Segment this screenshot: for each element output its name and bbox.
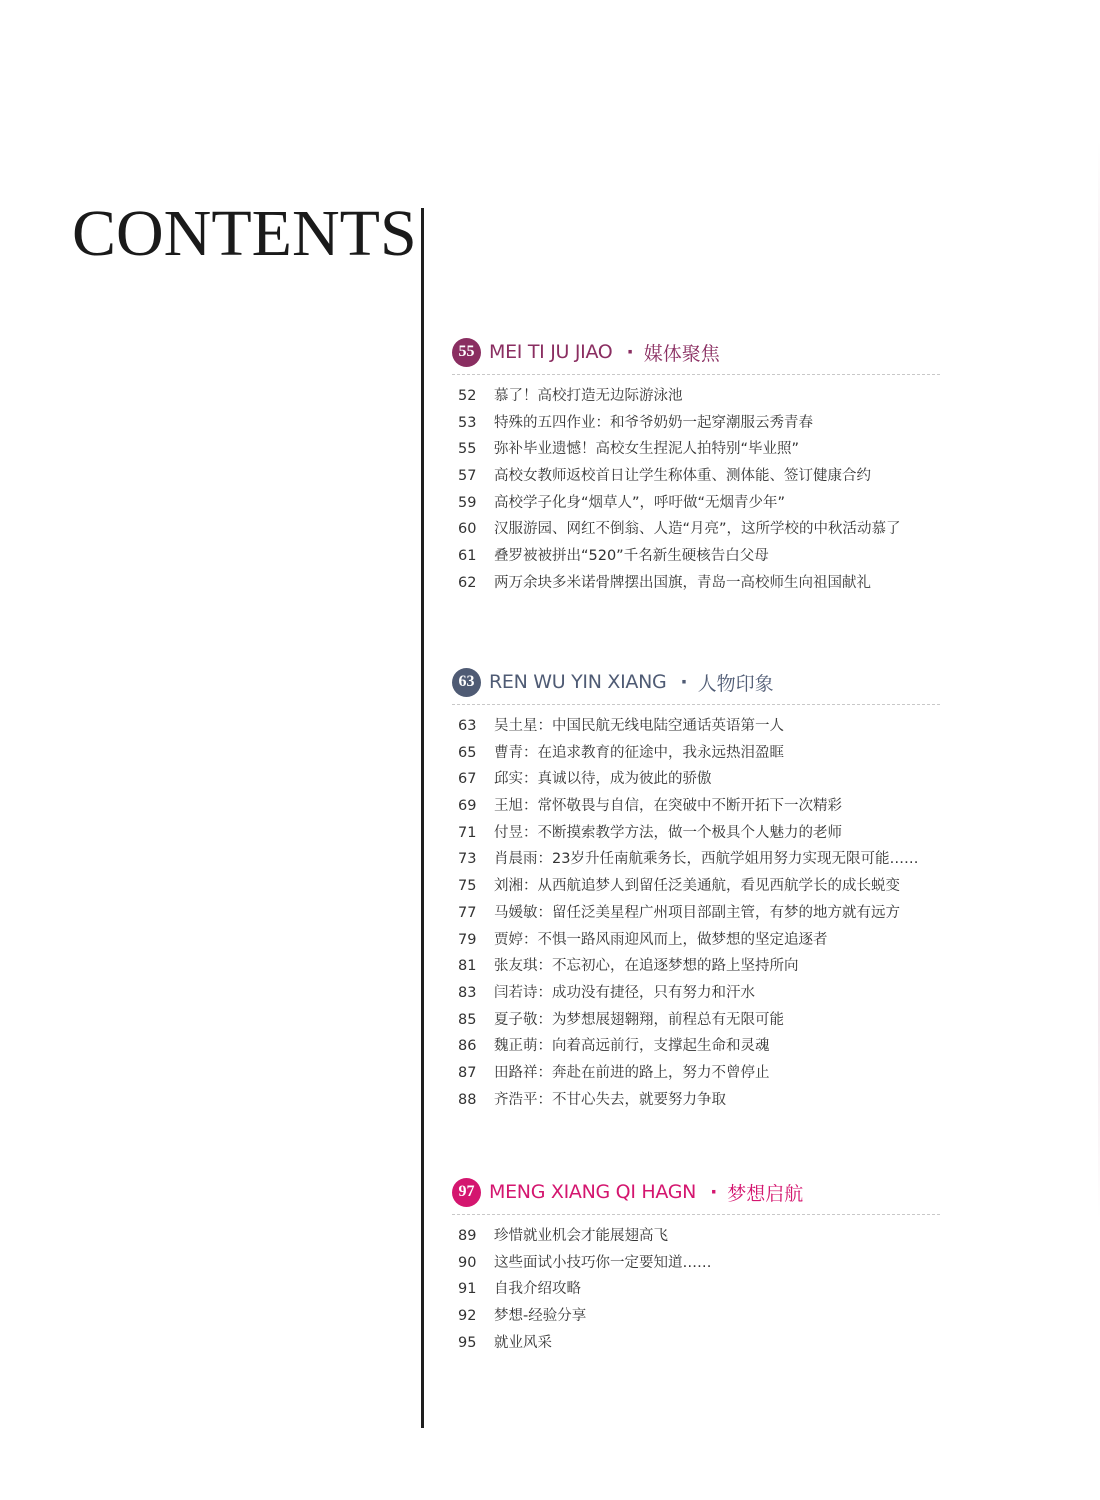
toc-page-number: 87 <box>458 1064 477 1081</box>
toc-entry[interactable] <box>452 1223 942 1250</box>
toc-page-number: 67 <box>458 771 477 788</box>
toc-page-number: 81 <box>458 958 477 975</box>
toc-entry[interactable] <box>452 953 942 980</box>
toc-title: 梦想-经验分享 <box>494 1308 587 1325</box>
toc-page-number: 75 <box>458 878 477 895</box>
toc-entry[interactable] <box>452 543 942 570</box>
toc-entry[interactable] <box>452 1007 942 1034</box>
toc-title: 叠罗被被拼出“520”千名新生硬核告白父母 <box>494 548 769 565</box>
section-dashed-rule <box>452 374 940 375</box>
toc-title: 肖晨雨：23岁升任南航乘务长，西航学姐用努力实现无限可能…… <box>494 851 919 868</box>
toc-page-number: 63 <box>458 718 477 734</box>
section-separator-dot: · <box>680 671 688 693</box>
toc-page-number: 65 <box>458 744 477 761</box>
toc-title: 弥补毕业遗憾！高校女生捏泥人拍特别“毕业照” <box>494 441 800 458</box>
section-item-list <box>452 713 942 1113</box>
toc-title: 张友琪：不忘初心，在追逐梦想的路上坚持所向 <box>494 958 799 975</box>
toc-title: 田路祥：奔赴在前进的路上，努力不曾停止 <box>494 1064 770 1081</box>
toc-title: 珍惜就业机会才能展翅高飞 <box>494 1228 668 1244</box>
section-page-badge: 97 <box>452 1178 481 1207</box>
section-dream-voyage <box>452 1174 942 1356</box>
toc-title: 付昱：不断摸索教学方法，做一个极具个人魅力的老师 <box>494 824 842 841</box>
toc-page-number: 59 <box>458 494 477 511</box>
section-chinese-title: 媒体聚焦 <box>643 342 720 365</box>
toc-page-number: 55 <box>458 441 477 458</box>
toc-page-number: 86 <box>458 1038 477 1055</box>
toc-title: 夏子敬：为梦想展翅翱翔，前程总有无限可能 <box>494 1011 784 1028</box>
toc-title: 就业风采 <box>494 1334 552 1351</box>
toc-title: 闫若诗：成功没有捷径，只有努力和汗水 <box>494 984 755 1001</box>
toc-page-number: 77 <box>458 904 477 921</box>
toc-title: 汉服游园、网红不倒翁、人造“月亮”，这所学校的中秋活动慕了 <box>494 521 901 538</box>
toc-title: 邱实：真诚以待，成为彼此的骄傲 <box>494 771 712 788</box>
section-dashed-rule <box>452 704 940 705</box>
toc-page-number: 91 <box>458 1281 477 1298</box>
toc-title: 特殊的五四作业：和爷爷奶奶一起穿潮服云秀青春 <box>494 414 813 431</box>
section-chinese-title: 人物印象 <box>697 672 774 695</box>
toc-page-number: 60 <box>458 521 477 538</box>
toc-entry[interactable] <box>452 793 942 820</box>
section-chinese-title: 梦想启航 <box>727 1182 804 1205</box>
toc-page-number: 73 <box>458 851 477 868</box>
toc-entry[interactable] <box>452 927 942 954</box>
toc-title: 高校女教师返校首日让学生称体重、测体能、签订健康合约 <box>494 468 871 485</box>
section-item-list <box>452 1223 942 1356</box>
toc-page-number: 85 <box>458 1011 477 1028</box>
toc-title: 吴土星：中国民航无线电陆空通话英语第一人 <box>494 718 784 734</box>
section-separator-dot: · <box>710 1181 718 1203</box>
toc-entry[interactable] <box>452 713 942 740</box>
toc-page-number: 92 <box>458 1308 477 1325</box>
toc-page-number: 52 <box>458 388 477 404</box>
section-pinyin-title: MEI TI JU JIAO <box>489 341 613 363</box>
toc-entry[interactable] <box>452 436 942 463</box>
section-people-impressions <box>452 664 942 1113</box>
toc-title: 贾婷：不惧一路风雨迎风而上，做梦想的坚定追逐者 <box>494 931 828 948</box>
vertical-divider <box>421 208 424 1428</box>
toc-title: 慕了！高校打造无边际游泳池 <box>494 388 683 404</box>
section-page-badge: 55 <box>452 338 481 367</box>
toc-title: 高校学子化身“烟草人”，呼吁做“无烟青少年” <box>494 494 786 511</box>
contents-heading: CONTENTS <box>72 197 417 270</box>
section-pinyin-title: MENG XIANG QI HAGN <box>489 1181 697 1203</box>
toc-title: 马媛敏：留任泛美星程广州项目部副主管，有梦的地方就有远方 <box>494 904 900 921</box>
toc-entry[interactable] <box>452 1250 942 1277</box>
section-page-badge: 63 <box>452 668 481 697</box>
toc-entry[interactable] <box>452 766 942 793</box>
section-header <box>452 334 942 370</box>
toc-page-number: 88 <box>458 1091 477 1108</box>
section-separator-dot: · <box>626 341 634 363</box>
toc-entry[interactable] <box>452 1330 942 1357</box>
toc-page-number: 61 <box>458 548 477 565</box>
toc-entry[interactable] <box>452 980 942 1007</box>
section-dashed-rule <box>452 1214 940 1215</box>
toc-title: 魏正萌：向着高远前行，支撑起生命和灵魂 <box>494 1038 770 1055</box>
toc-entry[interactable] <box>452 1303 942 1330</box>
toc-entry[interactable] <box>452 873 942 900</box>
toc-entry[interactable] <box>452 570 942 597</box>
toc-title: 齐浩平：不甘心失去，就要努力争取 <box>494 1091 726 1108</box>
toc-entry[interactable] <box>452 516 942 543</box>
section-item-list <box>452 383 942 597</box>
toc-page-number: 57 <box>458 468 477 485</box>
toc-entry[interactable] <box>452 1276 942 1303</box>
toc-title: 刘湘：从西航追梦人到留任泛美通航，看见西航学长的成长蜕变 <box>494 878 900 895</box>
section-pinyin-title: REN WU YIN XIANG <box>489 671 667 693</box>
toc-entry[interactable] <box>452 383 942 410</box>
toc-entry[interactable] <box>452 900 942 927</box>
toc-page-number: 90 <box>458 1254 477 1271</box>
toc-page-number: 95 <box>458 1334 477 1351</box>
toc-page-number: 83 <box>458 984 477 1001</box>
toc-entry[interactable] <box>452 490 942 517</box>
toc-entry[interactable] <box>452 740 942 767</box>
section-header <box>452 664 942 700</box>
toc-entry[interactable] <box>452 820 942 847</box>
toc-title: 这些面试小技巧你一定要知道…… <box>494 1254 712 1271</box>
toc-page-number: 89 <box>458 1228 477 1244</box>
toc-page-number: 71 <box>458 824 477 841</box>
toc-entry[interactable] <box>452 463 942 490</box>
toc-page-number: 53 <box>458 414 477 431</box>
toc-entry[interactable] <box>452 410 942 437</box>
toc-page-number: 79 <box>458 931 477 948</box>
toc-title: 曹青：在追求教育的征途中，我永远热泪盈眶 <box>494 744 784 761</box>
section-header <box>452 1174 942 1210</box>
toc-entry[interactable] <box>452 1033 942 1060</box>
section-media-focus <box>452 334 942 597</box>
toc-title: 王旭：常怀敬畏与自信，在突破中不断开拓下一次精彩 <box>494 798 842 815</box>
toc-title: 自我介绍攻略 <box>494 1281 581 1298</box>
toc-page-number: 62 <box>458 574 477 591</box>
toc-title: 两万余块多米诺骨牌摆出国旗，青岛一高校师生向祖国献礼 <box>494 574 871 591</box>
toc-entry[interactable] <box>452 846 942 873</box>
toc-entry[interactable] <box>452 1060 942 1087</box>
toc-page-number: 69 <box>458 798 477 815</box>
toc-entry[interactable] <box>452 1087 942 1114</box>
